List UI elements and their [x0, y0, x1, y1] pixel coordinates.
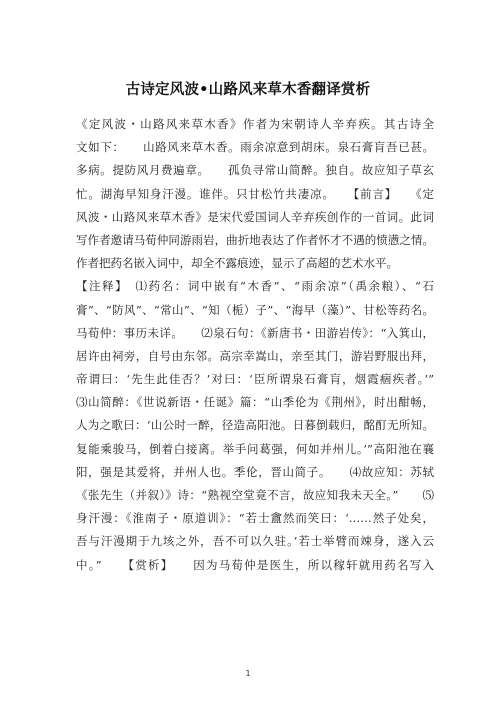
text-line: 风波・山路风来草木香》是宋代爱国词人辛弃疾创作的一首词。此词 [76, 209, 434, 224]
document-body [76, 113, 434, 577]
text-line: 吾与汗漫期于九垓之外，吾不可以久驻。’若士举臂而竦身，遂入云 [76, 534, 434, 549]
text-line: 作者把药名嵌入词中，却全不露痕迹，显示了高超的艺术水平。 [76, 256, 398, 271]
text-line: 中。” 【赏析】 因为马荀仲是医生，所以稼轩就用药名写入 [76, 557, 434, 572]
text-line: 身汗漫：《淮南子・原道训》：“若士盦然而笑曰：‘……然子处矣， [76, 511, 434, 526]
text-line: 帝谓曰：‘先生此佳否？’对曰：‘臣所谓泉石膏肓，烟霞痼疾者。’” [76, 372, 434, 387]
text-line: 人为之歌曰：‘山公时一醉，径造高阳池。日暮倒载归，酩酊无所知。 [76, 418, 434, 433]
text-line: 忙。湖海早知身汗漫。谁伴。只甘松竹共凄凉。 【前言】 《定 [76, 186, 434, 201]
text-line: 文如下： 山路风来草木香。雨余凉意到胡床。泉石膏肓吾已甚。 [76, 140, 434, 155]
text-line: 【注释】 ⑴药名：词中嵌有“木香”、“雨余凉”（禹余粮）、“石 [76, 279, 434, 294]
text-line: 《定风波・山路风来草木香》作者为宋朝诗人辛弃疾。其古诗全 [76, 117, 434, 131]
text-line: ⑶山简醉：《世说新语・任诞》篇：“山季伦为《荆州》，时出酣畅， [76, 395, 434, 410]
text-line: 马荀仲：事历未详。 ⑵泉石句：《新唐书・田游岩传》：“入箕山， [76, 325, 434, 340]
page-number: 1 [245, 669, 251, 678]
text-line: 多病。提防风月费遍章。 孤负寻常山简醉。独自。故应知子草玄 [76, 163, 434, 178]
text-line: 膏”、“防风”、“常山”、“知（栀）子”、“海早（藻）”、甘松等药名。 [76, 302, 434, 317]
document-title: 古诗定风波•山路风来草木香翻译赏析 [125, 82, 371, 98]
text-line: 《张先生（并叙）》诗：“熟视空堂竟不言，故应知我未天全。” ⑸ [76, 488, 434, 502]
text-line: 写作者邀请马荀仲同游雨岩，曲折地表达了作者怀才不遇的愤懑之情。 [76, 232, 434, 247]
text-line: 阳，强是其爱将，并州人也。季伦，晋山简子。 ⑷故应知：苏轼 [76, 464, 434, 479]
text-line: 居许由祠旁，自号由东邻。高宗幸嵩山，亲至其门，游岩野服出拜， [76, 348, 434, 363]
text-line: 复能乘骏马，倒着白接离。举手问葛强，何如并州儿。’”高阳池在襄 [76, 441, 434, 456]
